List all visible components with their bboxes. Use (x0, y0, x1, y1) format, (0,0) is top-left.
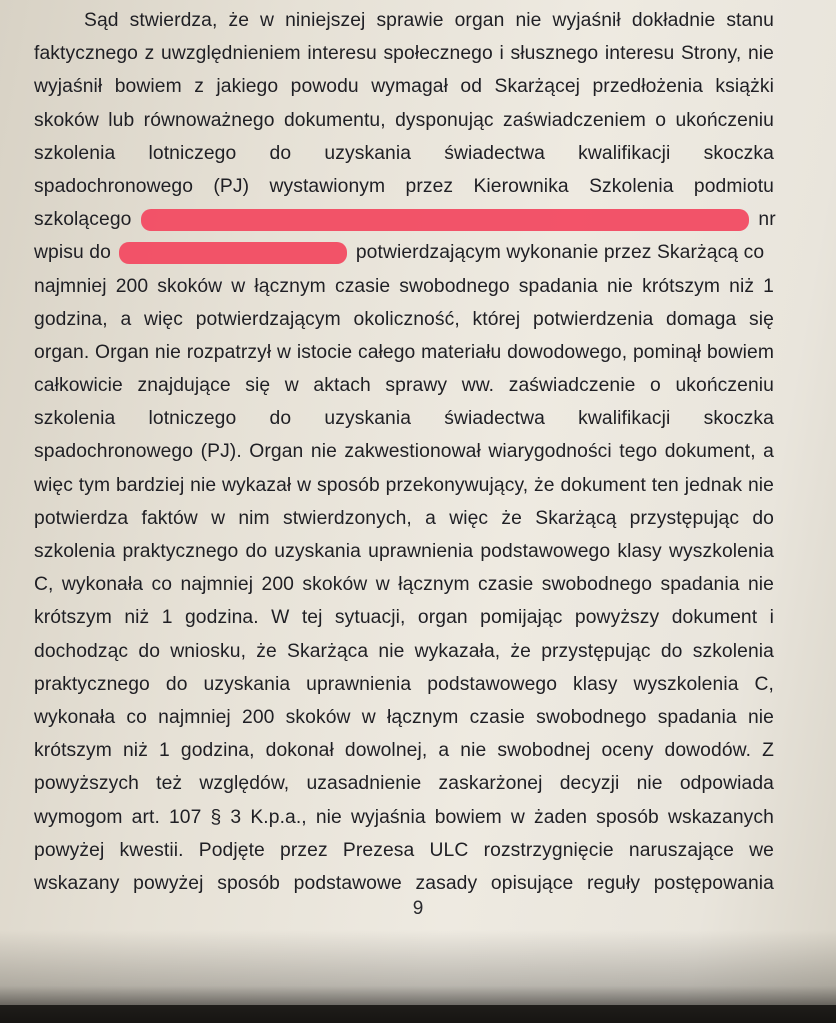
photo-edge-shadow (0, 930, 836, 1023)
text-line: dochodząc do wniosku, że Skarżąca nie wykazała, że przystępując do szkolenia (34, 640, 774, 662)
text-fragment: potwierdzającym wykonanie przez Skarżącą co (355, 242, 765, 264)
text-line: skoków lub równoważnego dokumentu, dysponując zaświadczeniem o ukończeniu (34, 109, 774, 131)
text-line: wymogom art. 107 § 3 K.p.a., nie wyjaśnia bowiem w żaden sposób wskazanych (34, 806, 774, 828)
redaction-mark (119, 242, 347, 264)
text-line: faktycznego z uwzględnieniem interesu społecznego i słusznego interesu Strony, nie (34, 43, 774, 65)
text-line: wskazany powyżej sposób podstawowe zasady opisujące reguły postępowania (34, 872, 774, 894)
text-line: praktycznego do uzyskania uprawnienia podstawowego klasy wyszkolenia C, (34, 673, 774, 695)
text-line: najmniej 200 skoków w łącznym czasie swobodnego spadania nie krótszym niż 1 (34, 275, 774, 297)
text-line: C, wykonała co najmniej 200 skoków w łącznym czasie swobodnego spadania nie (34, 574, 774, 596)
text-line: krótszym niż 1 godzina. W tej sytuacji, organ pomijając powyższy dokument i (34, 607, 774, 629)
text-line: więc tym bardziej nie wykazał w sposób przekonywujący, że dokument ten jednak nie (34, 474, 774, 496)
text-fragment: nr (758, 209, 776, 231)
text-fragment: szkolącego (34, 209, 132, 231)
text-line: organ. Organ nie rozpatrzył w istocie całego materiału dowodowego, pominął bowiem (34, 341, 774, 363)
text-line: godzina, a więc potwierdzającym okoliczność, której potwierdzenia domaga się (34, 308, 774, 330)
text-line-redacted (34, 236, 774, 269)
text-line: powyższych też względów, uzasadnienie zaskarżonej decyzji nie odpowiada (34, 773, 774, 795)
text-fragment: wpisu do (34, 242, 111, 264)
text-line: wykonała co najmniej 200 skoków w łącznym czasie swobodnego spadania nie (34, 706, 774, 728)
text-line: powyżej kwestii. Podjęte przez Prezesa ULC rozstrzygnięcie naruszające we (34, 839, 774, 861)
text-line: krótszym niż 1 godzina, dokonał dowolnej, a nie swobodnej oceny dowodów. Z (34, 740, 774, 762)
text-line: potwierdza faktów w nim stwierdzonych, a więc że Skarżącą przystępując do (34, 507, 774, 529)
body-text (34, 4, 774, 900)
text-line: spadochronowego (PJ). Organ nie zakwestionował wiarygodności tego dokument, a (34, 441, 774, 463)
text-line: spadochronowego (PJ) wystawionym przez Kierownika Szkolenia podmiotu (34, 175, 774, 197)
text-line: szkolenia lotniczego do uzyskania świadectwa kwalifikacji skoczka (34, 142, 774, 164)
text-line-redacted (34, 203, 774, 236)
text-line: szkolenia lotniczego do uzyskania świadectwa kwalifikacji skoczka (34, 408, 774, 430)
text-line: całkowicie znajdujące się w aktach sprawy ww. zaświadczenie o ukończeniu (34, 375, 774, 397)
text-line: Sąd stwierdza, że w niniejszej sprawie organ nie wyjaśnił dokładnie stanu (84, 10, 774, 31)
redaction-mark (141, 209, 749, 231)
page-number: 9 (412, 898, 424, 919)
text-line: szkolenia praktycznego do uzyskania uprawnienia podstawowego klasy wyszkolenia (34, 541, 774, 562)
text-line: wyjaśnił bowiem z jakiego powodu wymagał od Skarżącej przedłożenia książki (34, 76, 774, 98)
